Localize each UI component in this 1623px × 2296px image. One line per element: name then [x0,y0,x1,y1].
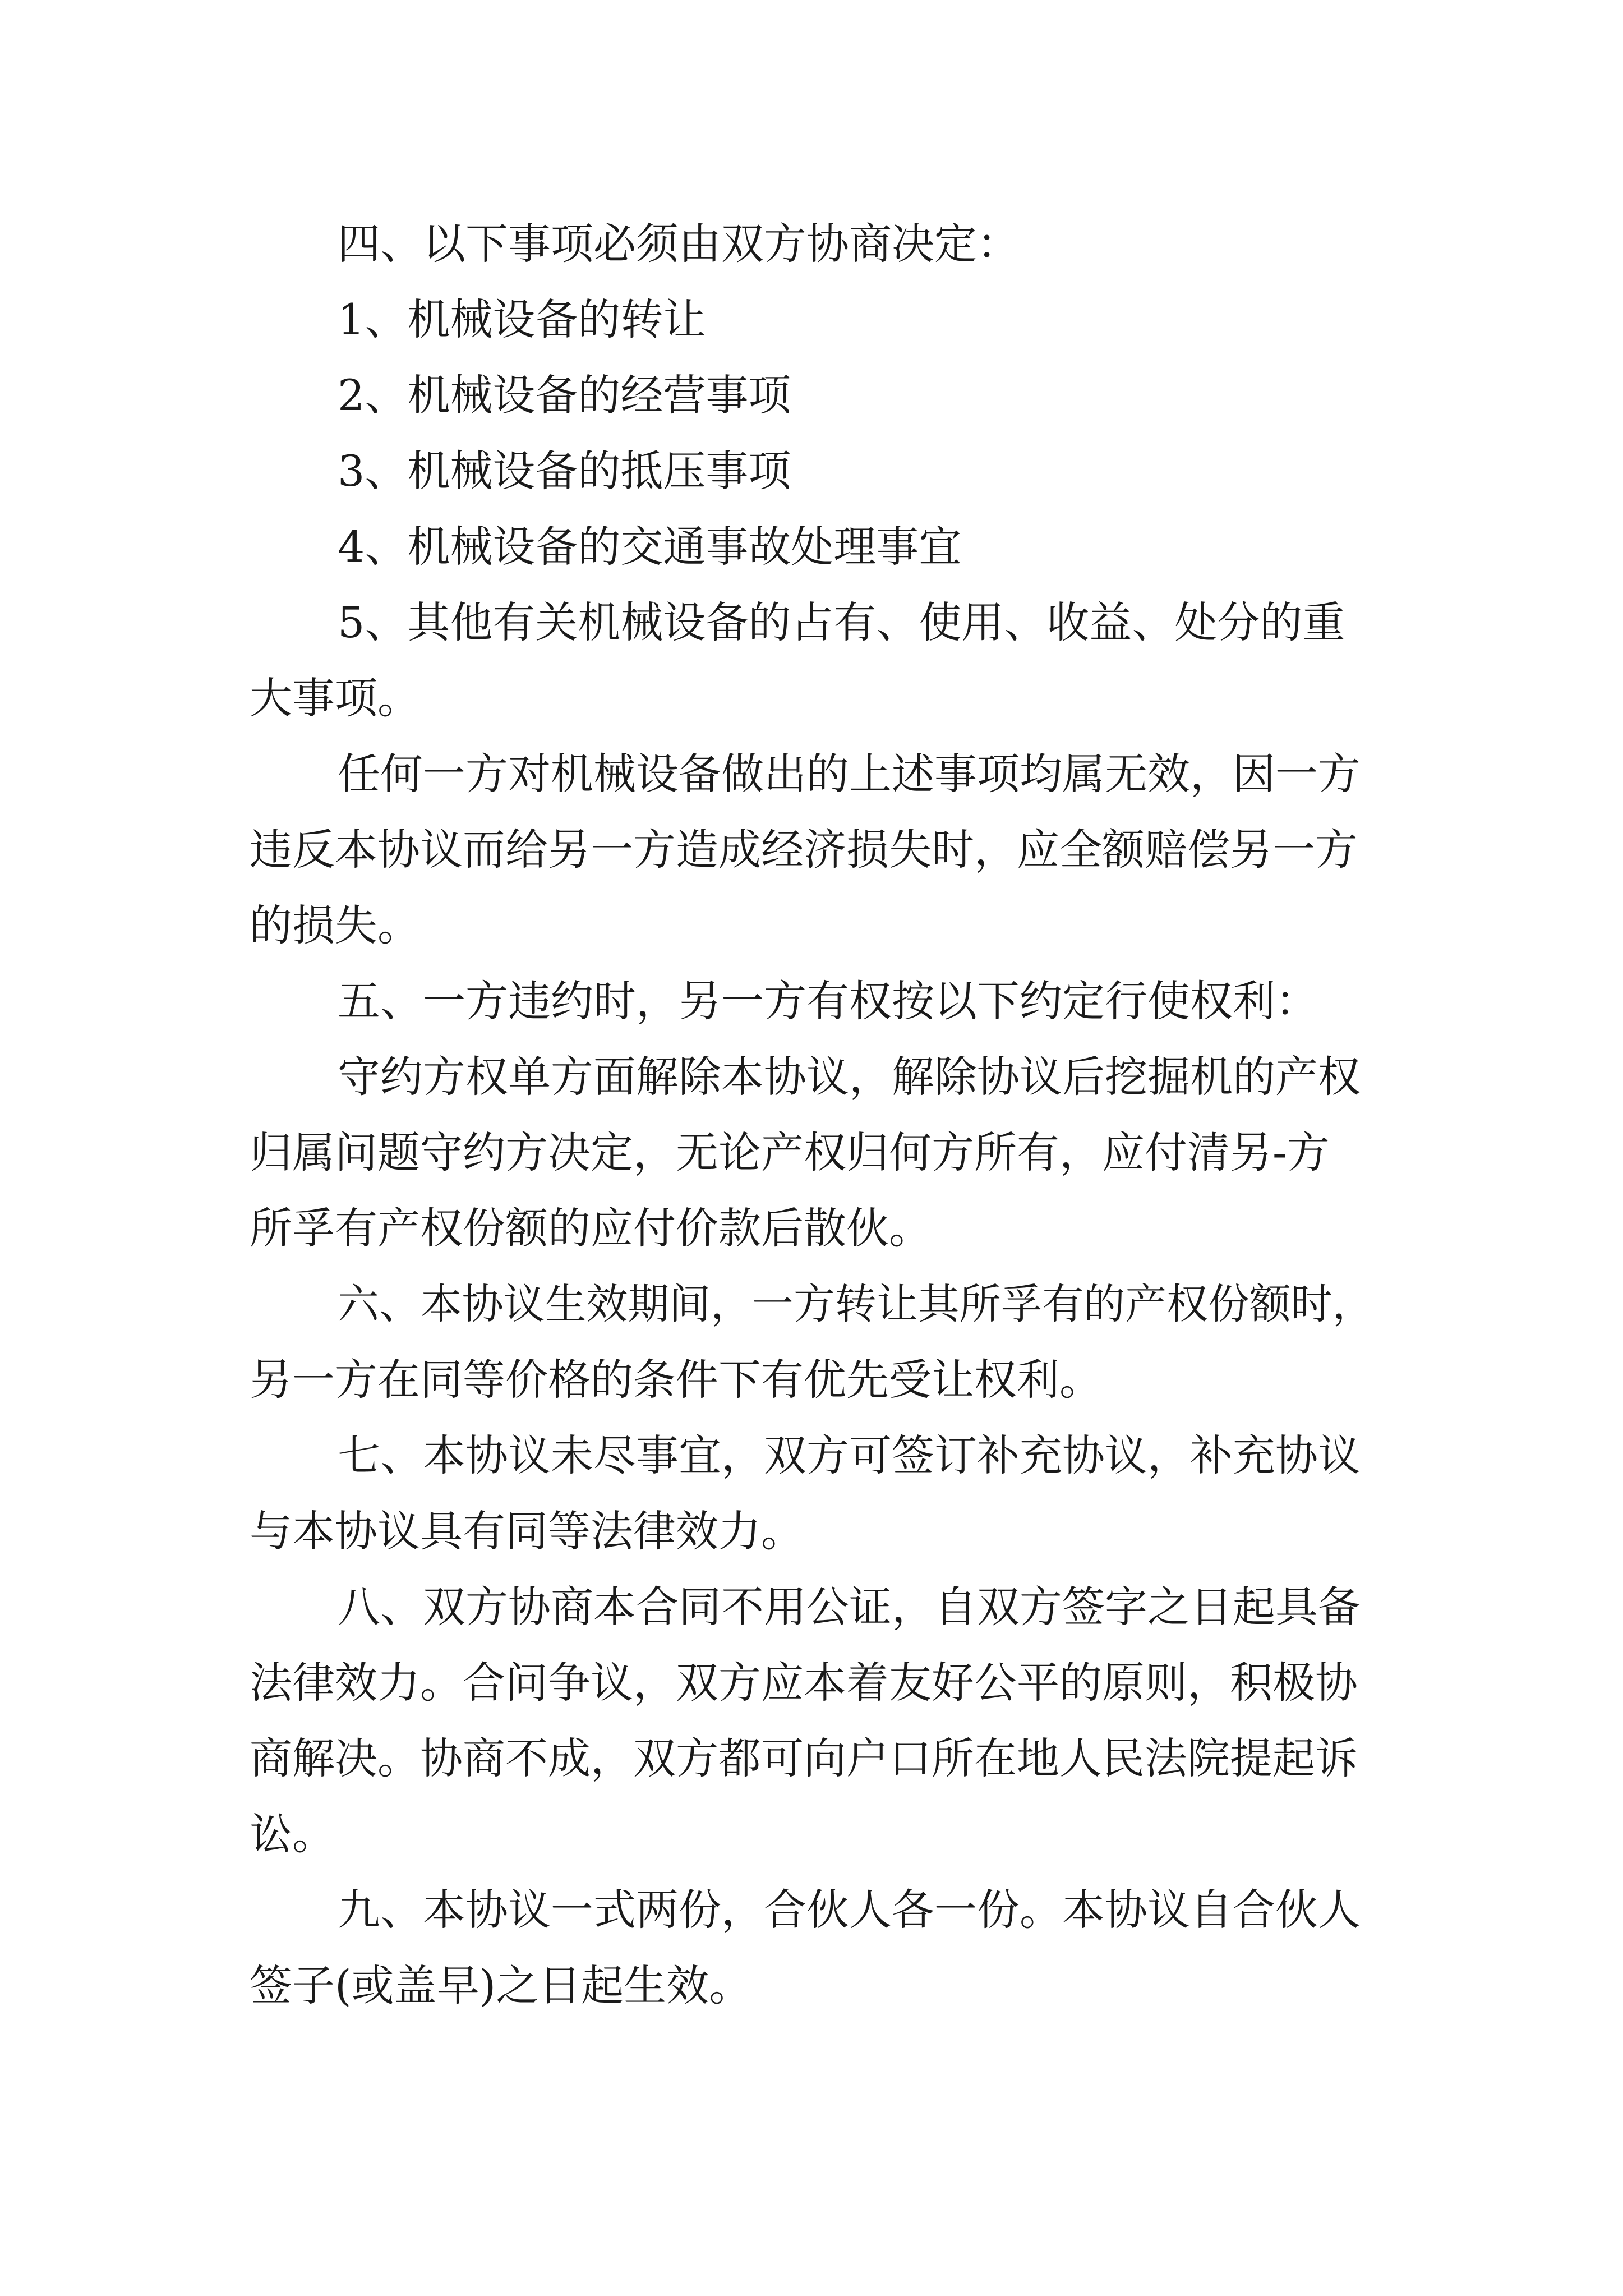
section-8-line-4: 讼。 [250,1809,335,1859]
section-8-line-3: 商解决。协商不成，双方都可向户口所在地人民法院提起诉 [250,1733,1358,1783]
section-9-line-2: 签子(或盖早)之日起生效。 [250,1961,752,2010]
section-6-line-2: 另一方在同等价格的条件下有优先受让权利。 [250,1355,1102,1405]
invalid-clause-line-3: 的损失。 [250,900,420,950]
section-9-line-1: 九、本协议一式两份，合伙人各一份。本协议自合伙人 [338,1885,1361,1935]
section-5-body-line-2: 归属问题守约方决定，无论产权归何方所有，应付清另-方 [250,1128,1330,1177]
section-4-item-1: 1、机械设备的转让 [338,295,706,344]
section-5-body-line-3: 所孚有产权份额的应付价款后散伙。 [250,1203,932,1253]
invalid-clause-line-1: 任何一方对机械设备做出的上述事项均属无效，因一方 [338,749,1361,799]
section-4-item-5-line-2: 大事项。 [250,673,420,723]
section-4-item-4: 4、机械设备的交通事故处理事宜 [338,522,962,572]
section-4-item-5-line-1: 5、其他有关机械设备的占有、使用、收益、处分的重 [338,597,1345,647]
section-4-item-3: 3、机械设备的抵压事项 [338,446,791,496]
section-5-body-line-1: 守约方权单方面解除本协议，解除协议后挖掘机的产权 [338,1052,1361,1102]
invalid-clause-line-2: 违反本协议而给另一方造成经济损失时，应全额赔偿另一方 [250,825,1358,875]
section-6-line-1: 六、本协议生效期间，一方转让其所孚有的产权份额时， [338,1280,1374,1328]
section-7-line-1: 七、本协议未尽事宜，双方可签订补充协议，补充协议 [338,1430,1361,1480]
section-4-item-2: 2、机械设备的经营事项 [338,370,791,420]
section-4-heading: 四、以下事项必须由双方协商决定： [338,219,1020,269]
section-8-line-2: 法律效力。合问争议，双方应本着友好公平的原则，积极协 [250,1658,1358,1708]
section-5-heading: 五、一方违约时，另一方有权按以下约定行使权利： [338,976,1318,1026]
section-8-line-1: 八、双方协商本合同不用公证，自双方签字之日起具备 [338,1582,1361,1632]
section-7-line-2: 与本协议具有同等法律效力。 [250,1506,804,1556]
